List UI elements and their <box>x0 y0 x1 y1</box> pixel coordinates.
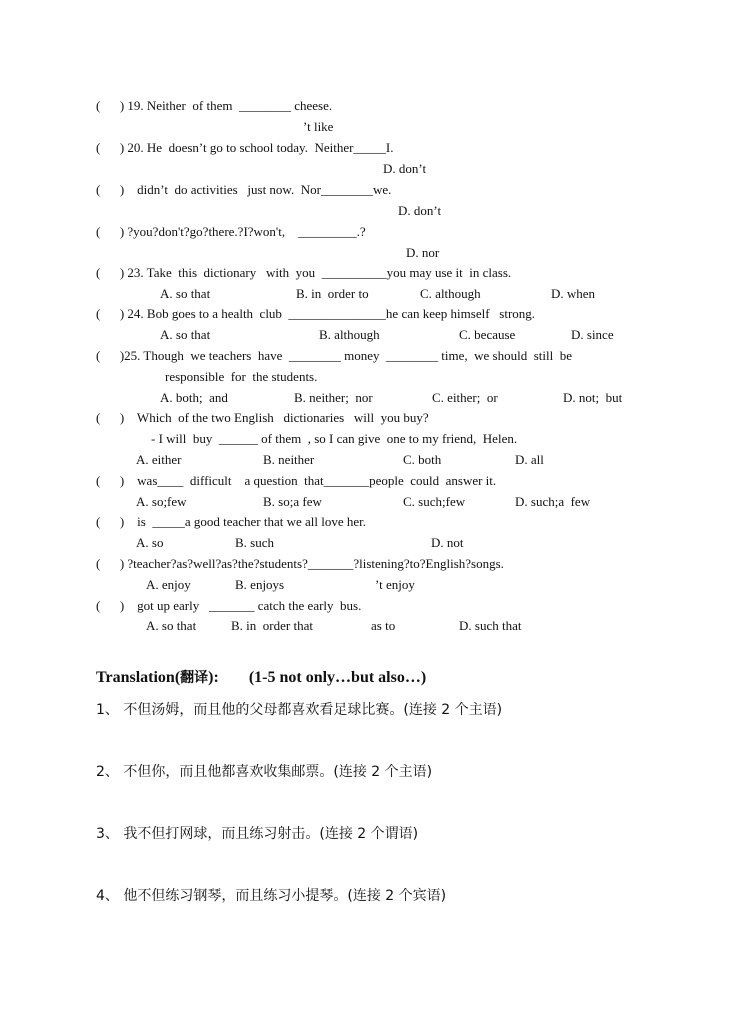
exercise-line: A. enjoy <box>146 577 191 592</box>
exercise-line: ( ) ?teacher?as?well?as?the?students?_______?listening?to?English?songs. <box>96 556 504 571</box>
exercise-line: D. not; but <box>563 390 623 405</box>
exercise-line: B. such <box>235 535 274 550</box>
exercise-line: A. so that <box>160 327 211 342</box>
exercise-line: ’t like <box>303 119 334 134</box>
exercise-line: D. when <box>551 286 596 301</box>
exercise-line: ( ) 20. He doesn’t go to school today. Neither_____I. <box>96 140 394 155</box>
exercise-line: A. so;few <box>136 494 187 509</box>
translation-heading-end: ): <box>208 669 219 686</box>
exercise-line: A. both; and <box>160 390 228 405</box>
exercise-line: - I will buy ______ of them , so I can give one to my friend, Helen. <box>151 431 518 446</box>
translation-item: 1、 不但汤姆，而且他的父母都喜欢看足球比赛。(连接 2 个主语) <box>96 702 503 718</box>
exercise-line: as to <box>371 618 396 633</box>
exercise-line: ( ) was____ difficult a question that_______people could answer it. <box>96 473 497 488</box>
exercise-line: A. either <box>136 452 182 467</box>
translation-item: 2、 不但你，而且他都喜欢收集邮票。(连接 2 个主语) <box>96 764 433 780</box>
exercise-line: ( ) is _____a good teacher that we all love her. <box>96 514 367 529</box>
exercise-line: B. enjoys <box>235 577 285 592</box>
exercise-line: A. so that <box>160 286 211 301</box>
exercise-line: D. such;a few <box>515 494 591 509</box>
exercise-line: C. such;few <box>403 494 466 509</box>
exercise-line: D. nor <box>406 245 440 260</box>
exercise-line: D. all <box>515 452 544 467</box>
exercise-line: D. don’t <box>398 203 442 218</box>
exercise-line: C. although <box>420 286 481 301</box>
exercise-line: ’t enjoy <box>375 577 415 592</box>
exercise-line: B. so;a few <box>263 494 322 509</box>
exercise-line: ( ) 23. Take this dictionary with you __________you may use it in class. <box>96 265 512 280</box>
exercise-line: A. so <box>136 535 164 550</box>
exercise-line: D. such that <box>459 618 522 633</box>
translation-item: 3、 我不但打网球，而且练习射击。(连接 2 个谓语) <box>96 826 419 842</box>
exercise-line: B. neither; nor <box>294 390 373 405</box>
exercise-line: B. neither <box>263 452 315 467</box>
exercise-line: A. so that <box>146 618 197 633</box>
exercise-line: D. don’t <box>383 161 427 176</box>
exercise-line: B. although <box>319 327 380 342</box>
translation-heading-label: Translation( <box>96 669 181 686</box>
exercise-line: D. not <box>431 535 464 550</box>
exercise-line: ( ) ?you?don't?go?there.?I?won't, _________.? <box>96 224 366 239</box>
exercise-line: C. both <box>403 452 442 467</box>
exercise-line: C. either; or <box>432 390 498 405</box>
exercise-line: ( )25. Though we teachers have ________ money ________ time, we should still be <box>96 348 572 363</box>
exercise-line: D. since <box>571 327 614 342</box>
translation-hint: (1-5 not only…but also…) <box>248 669 427 686</box>
exercise-line: ( ) didn’t do activities just now. Nor________we. <box>96 182 392 197</box>
exercise-line: ( ) 19. Neither of them ________ cheese. <box>96 98 333 113</box>
exercise-line: B. in order that <box>231 618 313 633</box>
translation-heading <box>96 667 426 687</box>
exercise-line: ( ) got up early _______ catch the early bus. <box>96 598 362 613</box>
exercise-line: B. in order to <box>296 286 369 301</box>
translation-item: 4、 他不但练习钢琴，而且练习小提琴。(连接 2 个宾语) <box>96 888 447 904</box>
exercise-line: ( ) Which of the two English dictionaries will you buy? <box>96 410 429 425</box>
exercise-line: C. because <box>459 327 516 342</box>
exercise-line: ( ) 24. Bob goes to a health club _______________he can keep himself strong. <box>96 306 536 321</box>
exercise-line: responsible for the students. <box>165 369 318 384</box>
translation-heading-cn: 翻译 <box>180 670 209 686</box>
